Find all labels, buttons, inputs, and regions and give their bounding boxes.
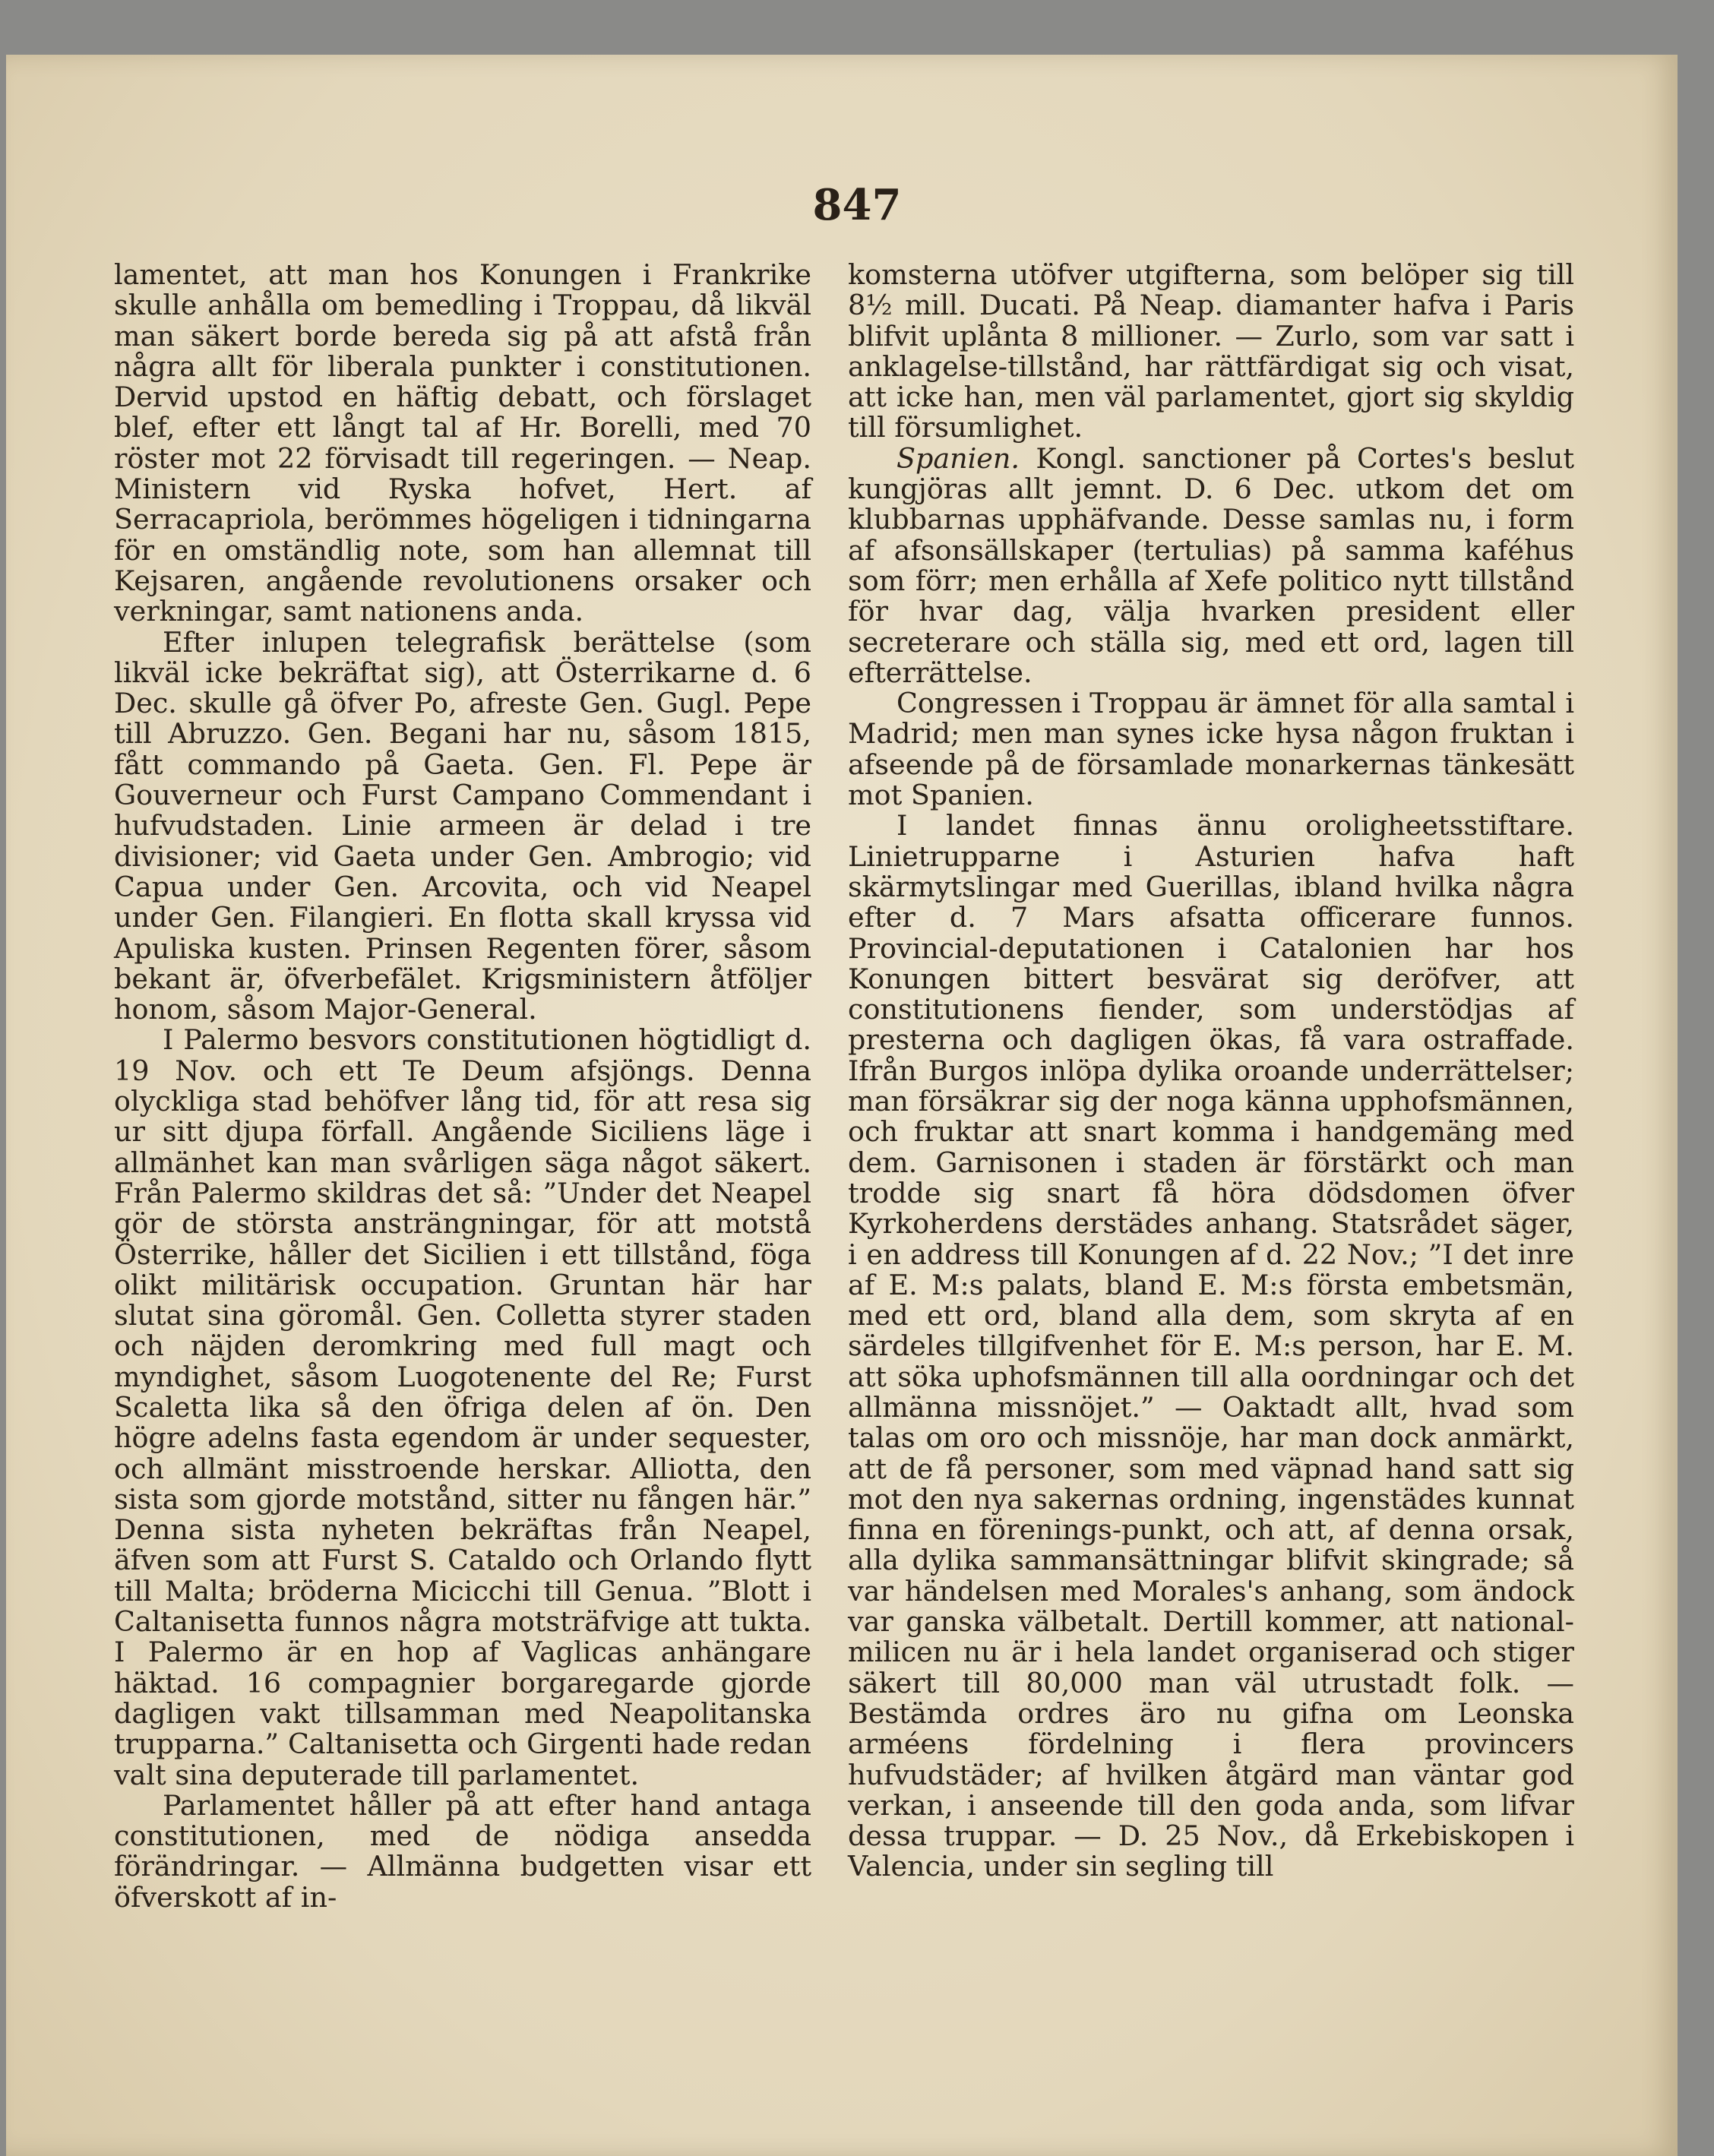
paragraph: Congressen i Troppau är ämnet för alla samtal i Madrid; men man synes icke hysa någon fruktan i afseende på de församlade monarkernas tänkesätt mot Spanien. bbox=[848, 687, 1574, 812]
paragraph: I landet finnas ännu oroligheetsstiftare. Linietrupparne i Asturien hafva haft skärmytslingar med Guerillas, ibland hvilka några efter d. 7 Mars afsatta officerare funnos. Provincial-deputationen i Catalonien har hos Konungen bittert besvärat sig deröfver, att constitutionens fiender, som understödjas af presterna och dagligen ökas, få vara ostraffade. Ifrån Burgos inlöpa dylika oroande underrättelser; man försäkrar sig der noga känna upphofsmännen, och fruktar att snart komma i handgemäng med dem. Garnisonen i staden är förstärkt och man trodde sig snart få höra dödsdomen öfver Kyrkoherdens derstädes anhang. Statsrådet säger, i en address till Konungen af d. 22 Nov.; ”I det inre af E. M:s palats, bland E. M:s första embetsmän, med ett ord, bland alla dem, som skryta af en särdeles tillgifvenhet för E. M:s person, har E. M. att söka uphofsmännen till alla oordningar och det allmänna missnöjet.” — Oaktadt allt, hvad som talas om oro och missnöje, har man dock anmärkt, att de få personer, som med väpnad hand satt sig mot den nya sakernas ordning, ingenstädes kunnat finna en förenings-punkt, och att, af denna orsak, alla dylika sammansättningar blifvit skingrade; så var händelsen med Morales's anhang, som ändock var ganska välbetalt. Dertill kommer, att national-milicen nu är i hela landet organiserad och stiger säkert till 80,000 man väl utrustadt folk. — Bestämda ordres äro nu gifna om Leonska arméens fördelning i flera provincers hufvudstäder; af hvilken åtgärd man väntar god verkan, i anseende till den goda anda, som lifvar dessa truppar. — D. 25 Nov., då Erkebiskopen i Valencia, under sin segling till bbox=[848, 809, 1574, 1883]
paragraph: komsterna utöfver utgifterna, som belöper sig till 8½ mill. Ducati. På Neap. diamanter hafva i Paris blifvit uplånta 8 millioner. — Zurlo, som var satt i anklagelse-tillstånd, har rättfärdigat sig och visat, att icke han, men väl parlamentet, gjort sig skyldig till försumlighet. bbox=[848, 258, 1574, 444]
left-column bbox=[114, 260, 811, 1913]
newspaper-page bbox=[6, 55, 1678, 2156]
paragraph-spain bbox=[848, 441, 1574, 689]
page-number: 847 bbox=[812, 180, 902, 230]
section-lead: Spanien. bbox=[897, 441, 1020, 475]
right-column bbox=[848, 260, 1574, 1883]
paragraph: Parlamentet håller på att efter hand antaga constitutionen, med de nödiga ansedda förändringar. — Allmänna budgetten visar ett öfverskott af in- bbox=[114, 1788, 811, 1914]
paragraph-text: Kongl. sanctioner på Cortes's beslut kungjöras allt jemnt. D. 6 Dec. utkom det om klubbarnas upphäfvande. Desse samlas nu, i form af afsonsällskaper (tertulias) på samma kaféhus som förr; men erhålla af Xefe politico nytt tillstånd för hvar dag, välja hvarken president eller secreterare och ställa sig, med ett ord, lagen till efterrättelse. bbox=[848, 441, 1574, 689]
paragraph: Efter inlupen telegrafisk berättelse (som likväl icke bekräftat sig), att Österrikarne d. 6 Dec. skulle gå öfver Po, afreste Gen. Gugl. Pepe till Abruzzo. Gen. Begani har nu, såsom 1815, fått commando på Gaeta. Gen. Fl. Pepe är Gouverneur och Furst Campano Commendant i hufvudstaden. Linie armeen är delad i tre divisioner; vid Gaeta under Gen. Ambrogio; vid Capua under Gen. Arcovita, och vid Neapel under Gen. Filangieri. En flotta skall kryssa vid Apuliska kusten. Prinsen Regenten förer, såsom bekant är, öfverbefälet. Krigsministern åtföljer honom, såsom Major-General. bbox=[114, 625, 811, 1026]
paragraph: I Palermo besvors constitutionen högtidligt d. 19 Nov. och ett Te Deum afsjöngs. Denna olyckliga stad behöfver lång tid, för att resa sig ur sitt djupa förfall. Angående Siciliens läge i allmänhet kan man svårligen säga något säkert. Från Palermo skildras det så: ”Under det Neapel gör de största ansträngningar, för att motstå Österrike, håller det Sicilien i ett tillstånd, föga olikt militärisk occupation. Gruntan här har slutat sina göromål. Gen. Colletta styrer staden och näjden deromkring med full magt och myndighet, såsom Luogotenente del Re; Furst Scaletta lika så den öfriga delen af ön. Den högre adelns fasta egendom är under sequester, och allmänt misstroende herskar. Alliotta, den sista som gjorde motstånd, sitter nu fången här.” Denna sista nyheten bekräftas från Neapel, äfven som att Furst S. Cataldo och Orlando flytt till Malta; bröderna Micicchi till Genua. ”Blott i Caltanisetta funnos några motsträfvige att tukta. I Palermo är en hop af Vaglicas anhängare häktad. 16 compagnier borgaregarde gjorde dagligen vakt tillsamman med Neapolitanska trupparna.” Caltanisetta och Girgenti hade redan valt sina deputerade till parlamentet. bbox=[114, 1023, 811, 1791]
paragraph: lamentet, att man hos Konungen i Frankrike skulle anhålla om bemedling i Troppau, då likväl man säkert borde bereda sig på att afstå från några allt för liberala punkter i constitutionen. Dervid upstod en häftig debatt, och förslaget blef, efter ett långt tal af Hr. Borelli, med 70 röster mot 22 förvisadt till regeringen. — Neap. Ministern vid Ryska hofvet, Hert. af Serracapriola, berömmes högeligen i tidningarna för en omständlig note, som han allemnat till Kejsaren, angående revolutionens orsaker och verkningar, samt nationens anda. bbox=[114, 258, 811, 628]
